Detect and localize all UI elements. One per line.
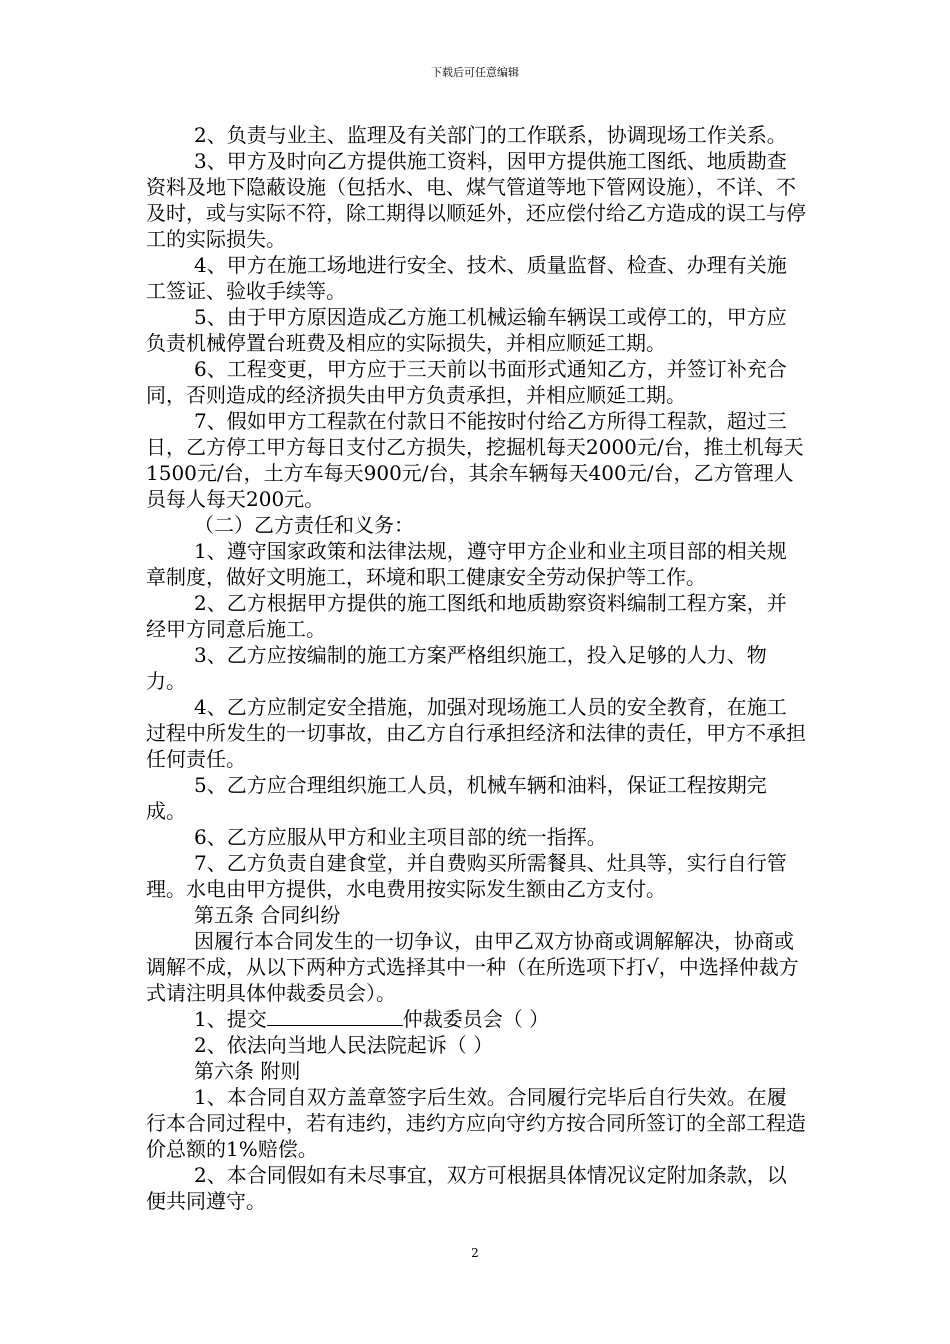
paragraph: 1、遵守国家政策和法律法规，遵守甲方企业和业主项目部的相关规章制度，做好文明施工，环境和职工健康安全劳动保护等工作。 [146, 539, 787, 589]
paragraph: 2、本合同假如有未尽事宜，双方可根据具体情况议定附加条款，以便共同遵守。 [146, 1163, 787, 1213]
page-header: 下载后可任意编辑 [431, 66, 519, 79]
paragraph: 6、乙方应服从甲方和业主项目部的统一指挥。 [194, 825, 607, 849]
paragraph: 4、乙方应制定安全措施，加强对现场施工人员的安全教育，在施工过程中所发生的一切事故，由乙方自行承担经济和法律的责任，甲方不承担任何责任。 [146, 695, 806, 771]
article-heading: 第六条 附则 [194, 1059, 301, 1083]
paragraph: 5、由于甲方原因造成乙方施工机械运输车辆误工或停工的，甲方应负责机械停置台班费及相应的实际损失，并相应顺延工期。 [146, 305, 787, 355]
paragraph: 7、乙方负责自建食堂，并自费购买所需餐具、灶具等，实行自行管理。水电由甲方提供，水电费用按实际发生额由乙方支付。 [146, 851, 787, 901]
paragraph: 3、甲方及时向乙方提供施工资料，因甲方提供施工图纸、地质勘查资料及地下隐蔽设施（包括水、电、煤气管道等地下管网设施），不详、不及时，或与实际不符，除工期得以顺延外，还应偿付给乙方造成的误工与停工的实际损失。 [146, 149, 806, 251]
paragraph: 4、甲方在施工场地进行安全、技术、质量监督、检查、办理有关施工签证、验收手续等。 [146, 253, 787, 303]
paragraph: 2、乙方根据甲方提供的施工图纸和地质勘察资料编制工程方案，并经甲方同意后施工。 [146, 591, 787, 641]
paragraph: 6、工程变更，甲方应于三天前以书面形式通知乙方，并签订补充合同，否则造成的经济损失由甲方负责承担，并相应顺延工期。 [146, 357, 787, 407]
option-prefix: 1、提交 [194, 1007, 267, 1031]
option-suffix: 仲裁委员会（ ） [402, 1007, 550, 1031]
document-body [146, 122, 806, 1214]
paragraph: 2、负责与业主、监理及有关部门的工作联系，协调现场工作关系。 [194, 123, 787, 147]
section-heading: （二）乙方责任和义务： [194, 513, 414, 537]
litigation-option: 2、依法向当地人民法院起诉（ ） [194, 1033, 494, 1057]
paragraph: 5、乙方应合理组织施工人员，机械车辆和油料，保证工程按期完成。 [146, 773, 767, 823]
paragraph: 1、本合同自双方盖章签字后生效。合同履行完毕后自行失效。在履行本合同过程中，若有违约，违约方应向守约方按合同所签订的全部工程造价总额的1%赔偿。 [146, 1085, 806, 1161]
paragraph: 3、乙方应按编制的施工方案严格组织施工，投入足够的人力、物力。 [146, 643, 767, 693]
paragraph: 7、假如甲方工程款在付款日不能按时付给乙方所得工程款，超过三日，乙方停工甲方每日支付乙方损失，挖掘机每天2000元/台，推土机每天1500元/台，土方车每天900元/台，其余车辆每天400元/台，乙方管理人员每人每天200元。 [146, 409, 804, 511]
article-heading: 第五条 合同纠纷 [194, 903, 341, 927]
paragraph: 因履行本合同发生的一切争议，由甲乙双方协商或调解解决，协商或调解不成，从以下两种方式选择其中一种（在所选项下打√，中选择仲裁方式请注明具体仲裁委员会）。 [146, 929, 799, 1005]
fill-in-blank[interactable] [267, 1007, 403, 1026]
arbitration-option [146, 1006, 806, 1032]
page-number: 2 [471, 1246, 479, 1260]
